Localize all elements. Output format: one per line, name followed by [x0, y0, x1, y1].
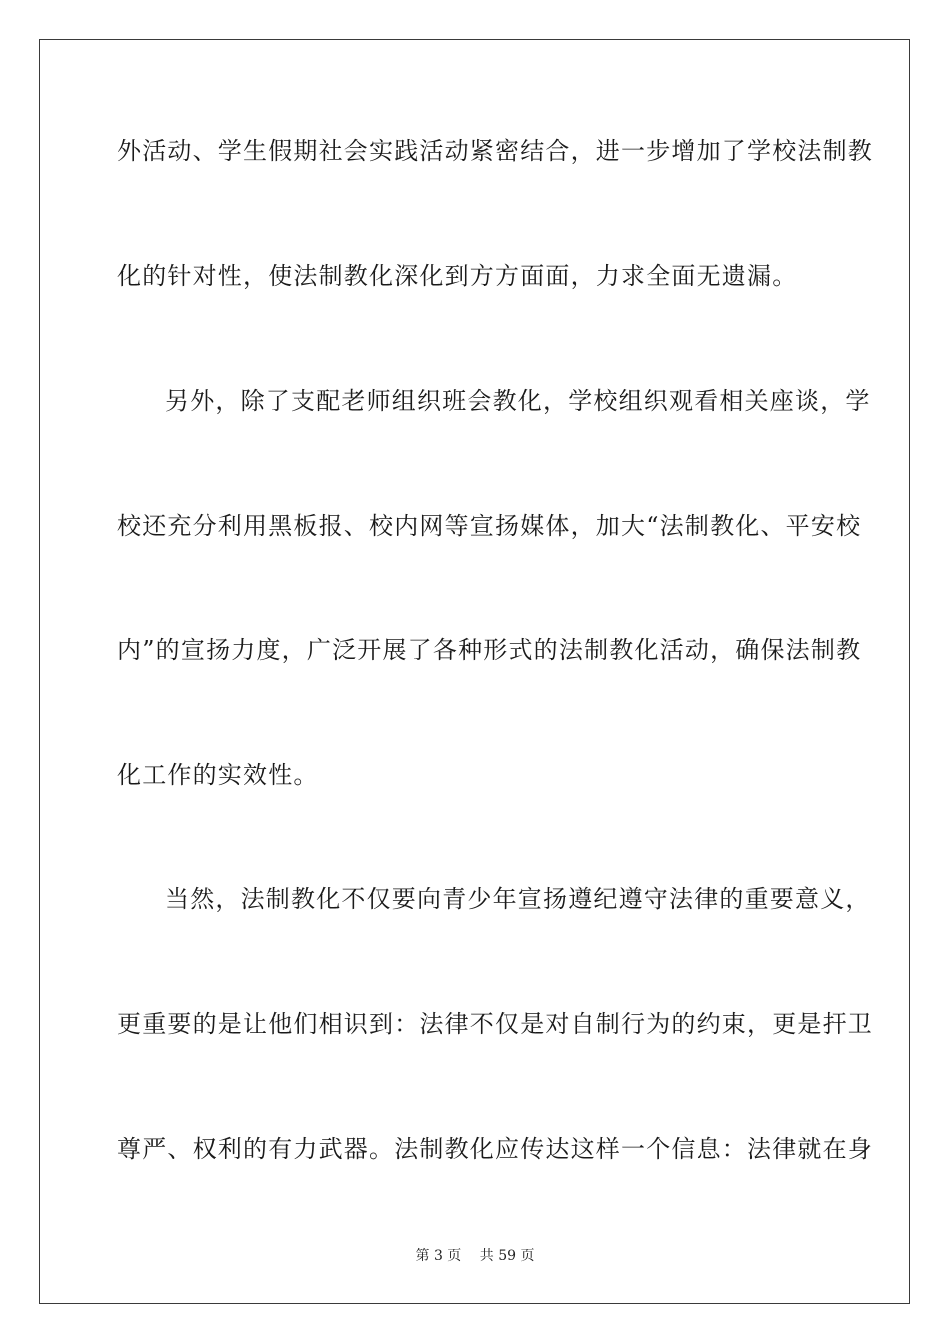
text-line: 外活动、学生假期社会实践活动紧密结合，进一步增加了学校法制教	[117, 137, 873, 165]
text-line: 尊严、权利的有力武器。法制教化应传达这样一个信息：法律就在身	[117, 1135, 873, 1163]
text-line: 化工作的实效性。	[117, 761, 319, 789]
page-footer	[0, 1247, 950, 1265]
text-line: 当然，法制教化不仅要向青少年宣扬遵纪遵守法律的重要意义，	[165, 885, 871, 913]
current-page-number: 第 3 页	[415, 1248, 462, 1264]
text-line: 化的针对性，使法制教化深化到方方面面，力求全面无遗漏。	[117, 262, 798, 290]
total-page-count: 共 59 页	[479, 1248, 535, 1264]
page-frame	[39, 39, 910, 1304]
text-line: 另外，除了支配老师组织班会教化，学校组织观看相关座谈，学	[165, 387, 871, 415]
text-line: 更重要的是让他们相识到：法律不仅是对自制行为的约束，更是扞卫	[117, 1010, 873, 1038]
text-line: 校还充分利用黑板报、校内网等宣扬媒体，加大“法制教化、平安校	[117, 512, 862, 540]
text-line: 内”的宣扬力度，广泛开展了各种形式的法制教化活动，确保法制教	[117, 636, 862, 664]
